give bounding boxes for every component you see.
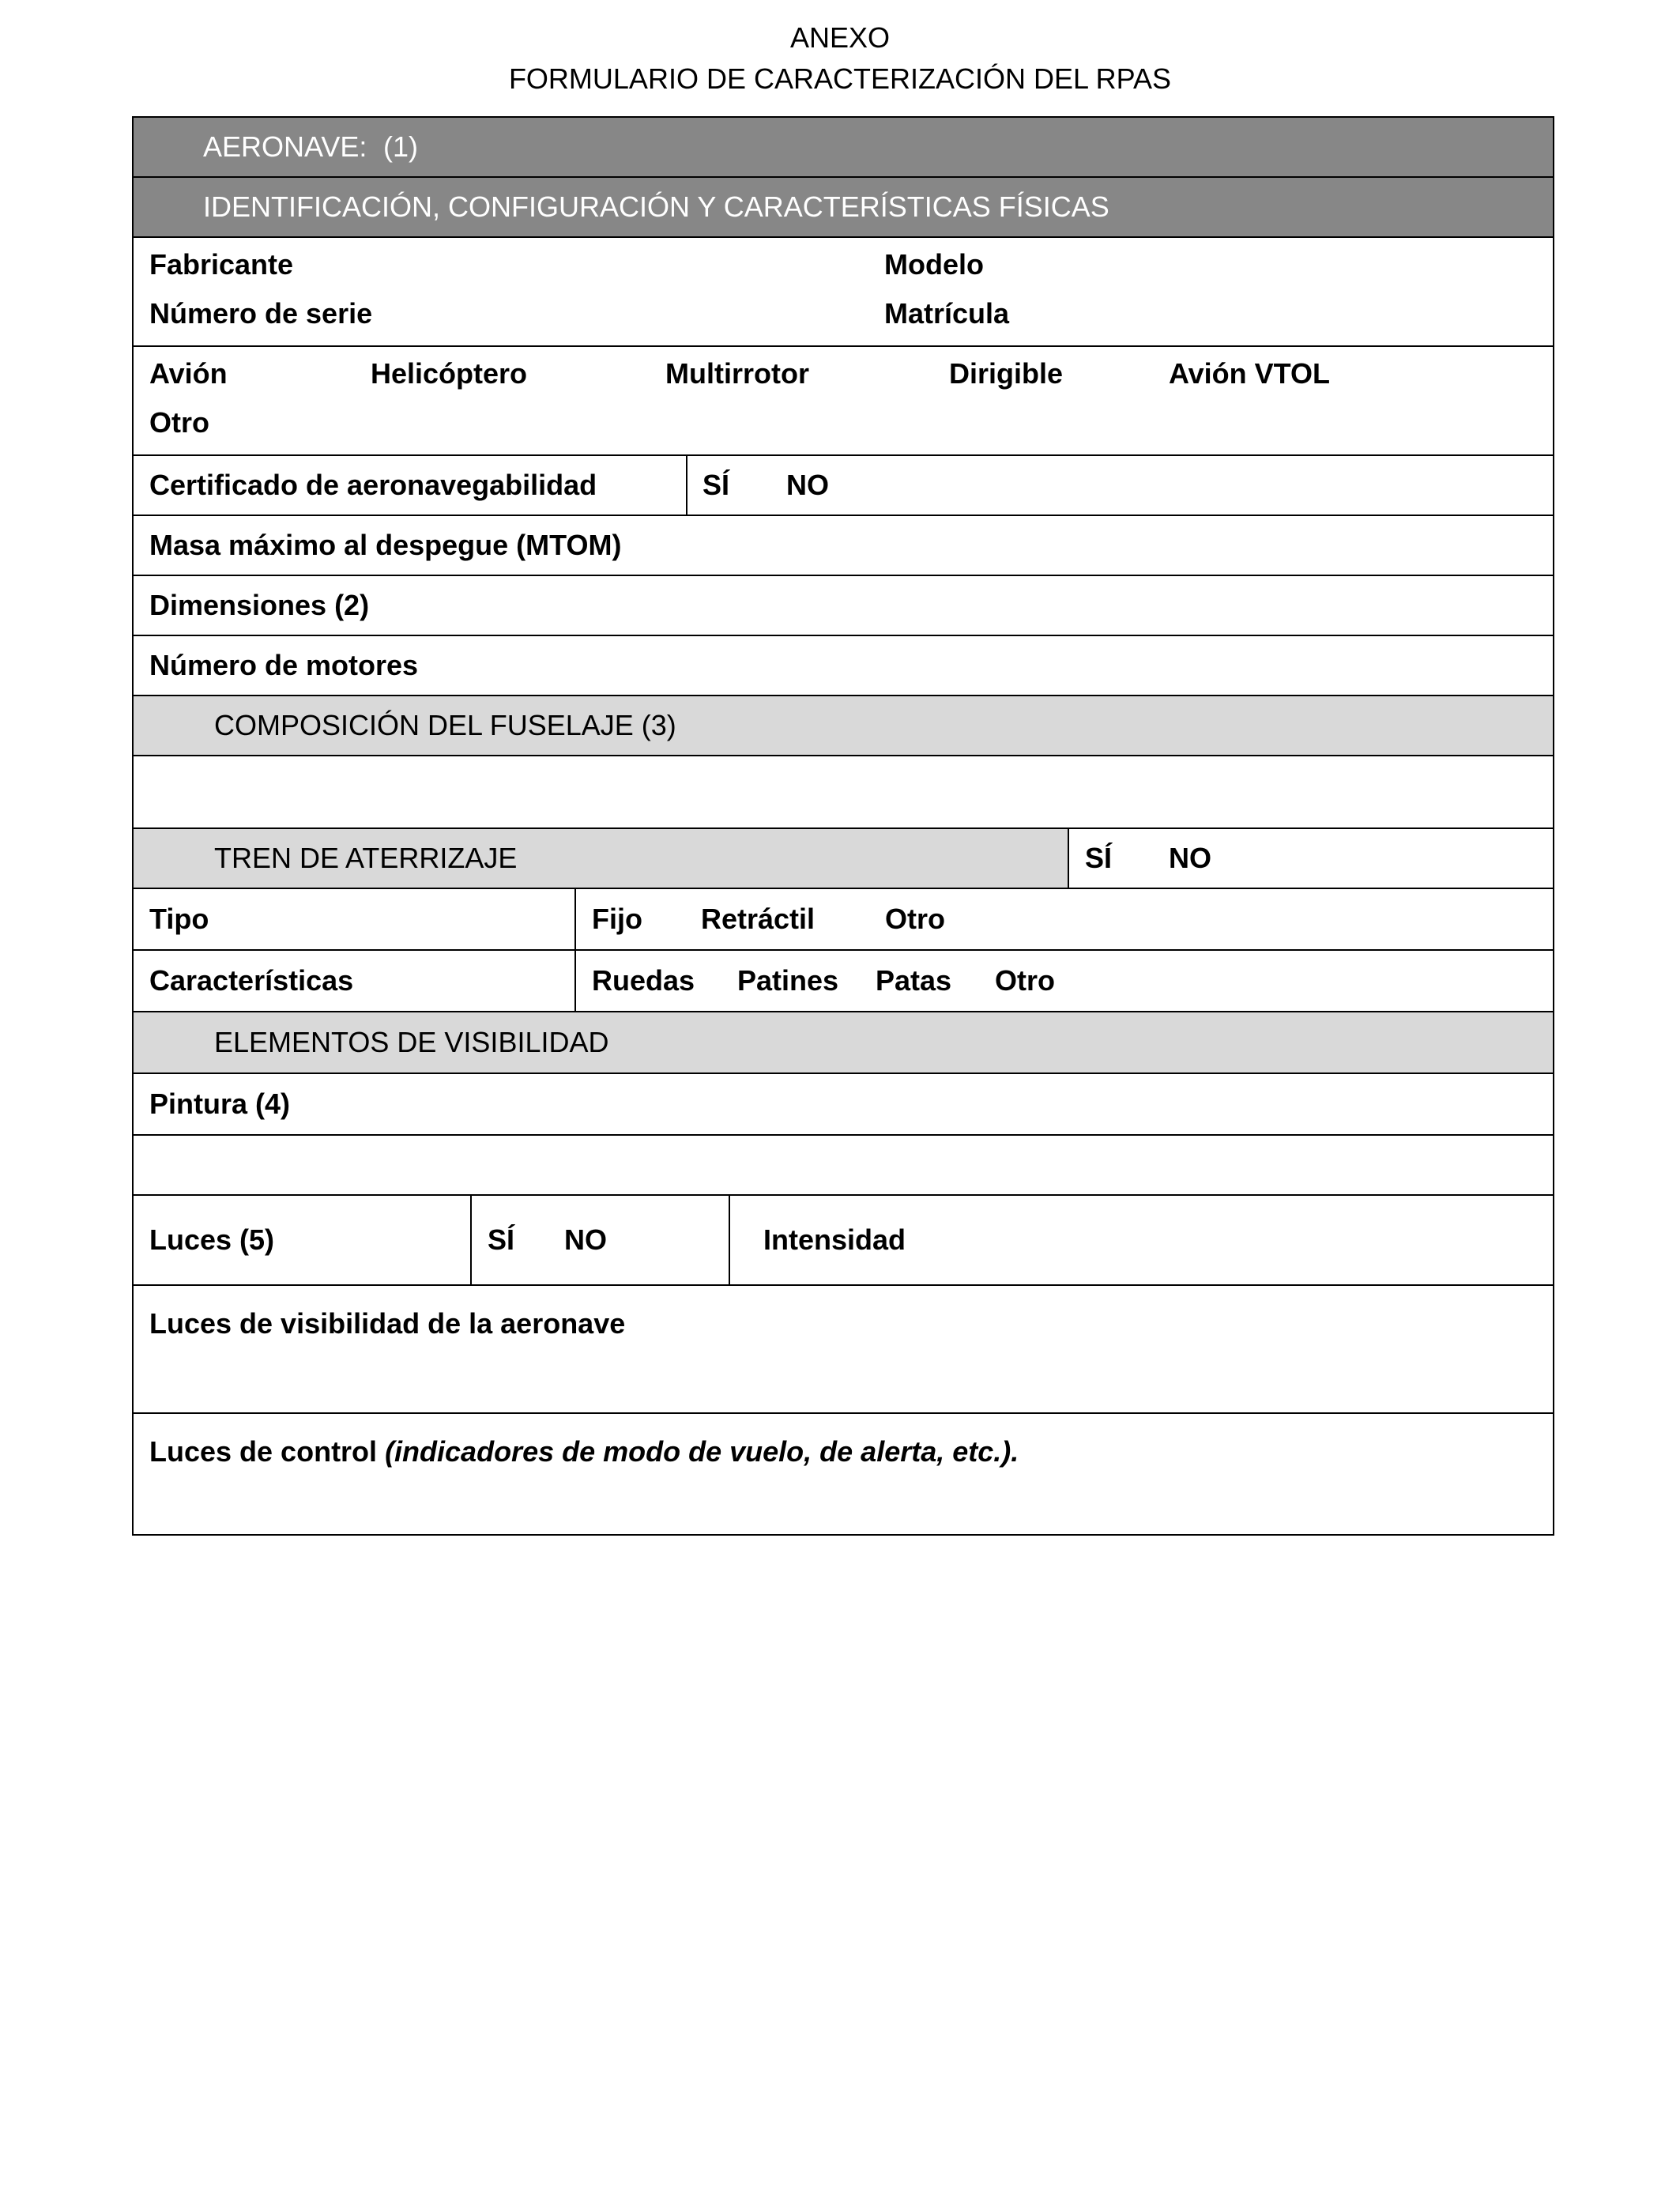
aeronave-label: AERONAVE: xyxy=(203,130,367,163)
certificado-label: Certificado de aeronavegabilidad xyxy=(149,469,597,501)
dimensiones-label: Dimensiones (2) xyxy=(149,589,370,621)
numero-motores-label: Número de motores xyxy=(149,649,419,681)
pintura-label: Pintura (4) xyxy=(149,1088,291,1120)
fuselaje-input-area[interactable] xyxy=(134,756,1553,829)
type-option-dirigible[interactable]: Dirigible xyxy=(949,357,1064,390)
rpas-form xyxy=(132,116,1554,1536)
annex-title: ANEXO xyxy=(789,21,891,54)
fuselaje-section-header xyxy=(134,696,1553,756)
numero-serie-label: Número de serie xyxy=(149,297,373,330)
visibilidad-title: ELEMENTOS DE VISIBILIDAD xyxy=(214,1026,609,1058)
visibilidad-section-header xyxy=(134,1012,1553,1074)
identificacion-title: IDENTIFICACIÓN, CONFIGURACIÓN Y CARACTERÍSTICAS FÍSICAS xyxy=(203,190,1109,223)
luces-si-option[interactable]: SÍ xyxy=(488,1223,515,1256)
certificado-row xyxy=(134,456,1553,516)
aeronave-note: (1) xyxy=(383,130,418,163)
caracteristicas-option-patines[interactable]: Patines xyxy=(737,964,839,997)
identificacion-section-header xyxy=(134,178,1553,238)
luces-control-label xyxy=(149,1434,1019,1469)
luces-label: Luces (5) xyxy=(149,1223,275,1256)
type-option-avion[interactable]: Avión xyxy=(149,357,228,390)
tren-divider xyxy=(1068,829,1069,888)
caracteristicas-row xyxy=(134,951,1553,1012)
tren-title: TREN DE ATERRIZAJE xyxy=(214,842,518,874)
tipo-label: Tipo xyxy=(149,903,209,935)
tren-si-option[interactable]: SÍ xyxy=(1085,842,1113,874)
tipo-option-otro[interactable]: Otro xyxy=(885,903,945,935)
luces-visibilidad-label: Luces de visibilidad de la aeronave xyxy=(149,1307,626,1340)
tren-header-cell xyxy=(134,829,1068,888)
caracteristicas-option-otro[interactable]: Otro xyxy=(995,964,1055,997)
tren-no-option[interactable]: NO xyxy=(1169,842,1211,874)
intensidad-label: Intensidad xyxy=(763,1223,906,1256)
motores-row xyxy=(134,636,1553,696)
type-option-otro[interactable]: Otro xyxy=(149,406,209,439)
certificado-divider xyxy=(686,456,687,515)
certificado-si-option[interactable]: SÍ xyxy=(703,469,730,501)
tipo-divider xyxy=(574,889,576,949)
caracteristicas-label: Características xyxy=(149,964,354,997)
tipo-option-retractil[interactable]: Retráctil xyxy=(701,903,816,935)
caracteristicas-divider xyxy=(574,951,576,1011)
caracteristicas-option-ruedas[interactable]: Ruedas xyxy=(592,964,695,997)
type-option-multirrotor[interactable]: Multirrotor xyxy=(665,357,809,390)
caracteristicas-option-patas[interactable]: Patas xyxy=(876,964,952,997)
luces-divider-2 xyxy=(729,1196,730,1284)
luces-control-note: (indicadores de modo de vuelo, de alerta, etc.). xyxy=(385,1435,1019,1468)
masa-label: Masa máximo al despegue (MTOM) xyxy=(149,529,622,561)
tipo-option-fijo[interactable]: Fijo xyxy=(592,903,642,935)
matricula-label: Matrícula xyxy=(884,297,1010,330)
masa-row xyxy=(134,516,1553,576)
tren-row xyxy=(134,829,1553,889)
luces-row xyxy=(134,1196,1553,1286)
pintura-input-area[interactable] xyxy=(134,1136,1553,1196)
luces-no-option[interactable]: NO xyxy=(564,1223,607,1256)
type-option-helicoptero[interactable]: Helicóptero xyxy=(371,357,528,390)
luces-visibilidad-row xyxy=(134,1286,1553,1414)
fabricante-label: Fabricante xyxy=(149,248,294,281)
tipo-row xyxy=(134,889,1553,951)
luces-control-row xyxy=(134,1414,1553,1534)
type-option-avion-vtol[interactable]: Avión VTOL xyxy=(1169,357,1331,390)
aeronave-row xyxy=(134,118,1553,178)
pintura-row xyxy=(134,1074,1553,1136)
form-title: FORMULARIO DE CARACTERIZACIÓN DEL RPAS xyxy=(508,62,1172,95)
certificado-no-option[interactable]: NO xyxy=(786,469,829,501)
aircraft-type-row xyxy=(134,347,1553,456)
modelo-label: Modelo xyxy=(884,248,984,281)
luces-control-label-text: Luces de control xyxy=(149,1435,386,1468)
dimensiones-row xyxy=(134,576,1553,636)
fuselaje-title: COMPOSICIÓN DEL FUSELAJE (3) xyxy=(214,709,676,741)
identification-fields-row xyxy=(134,238,1553,347)
luces-divider-1 xyxy=(470,1196,472,1284)
